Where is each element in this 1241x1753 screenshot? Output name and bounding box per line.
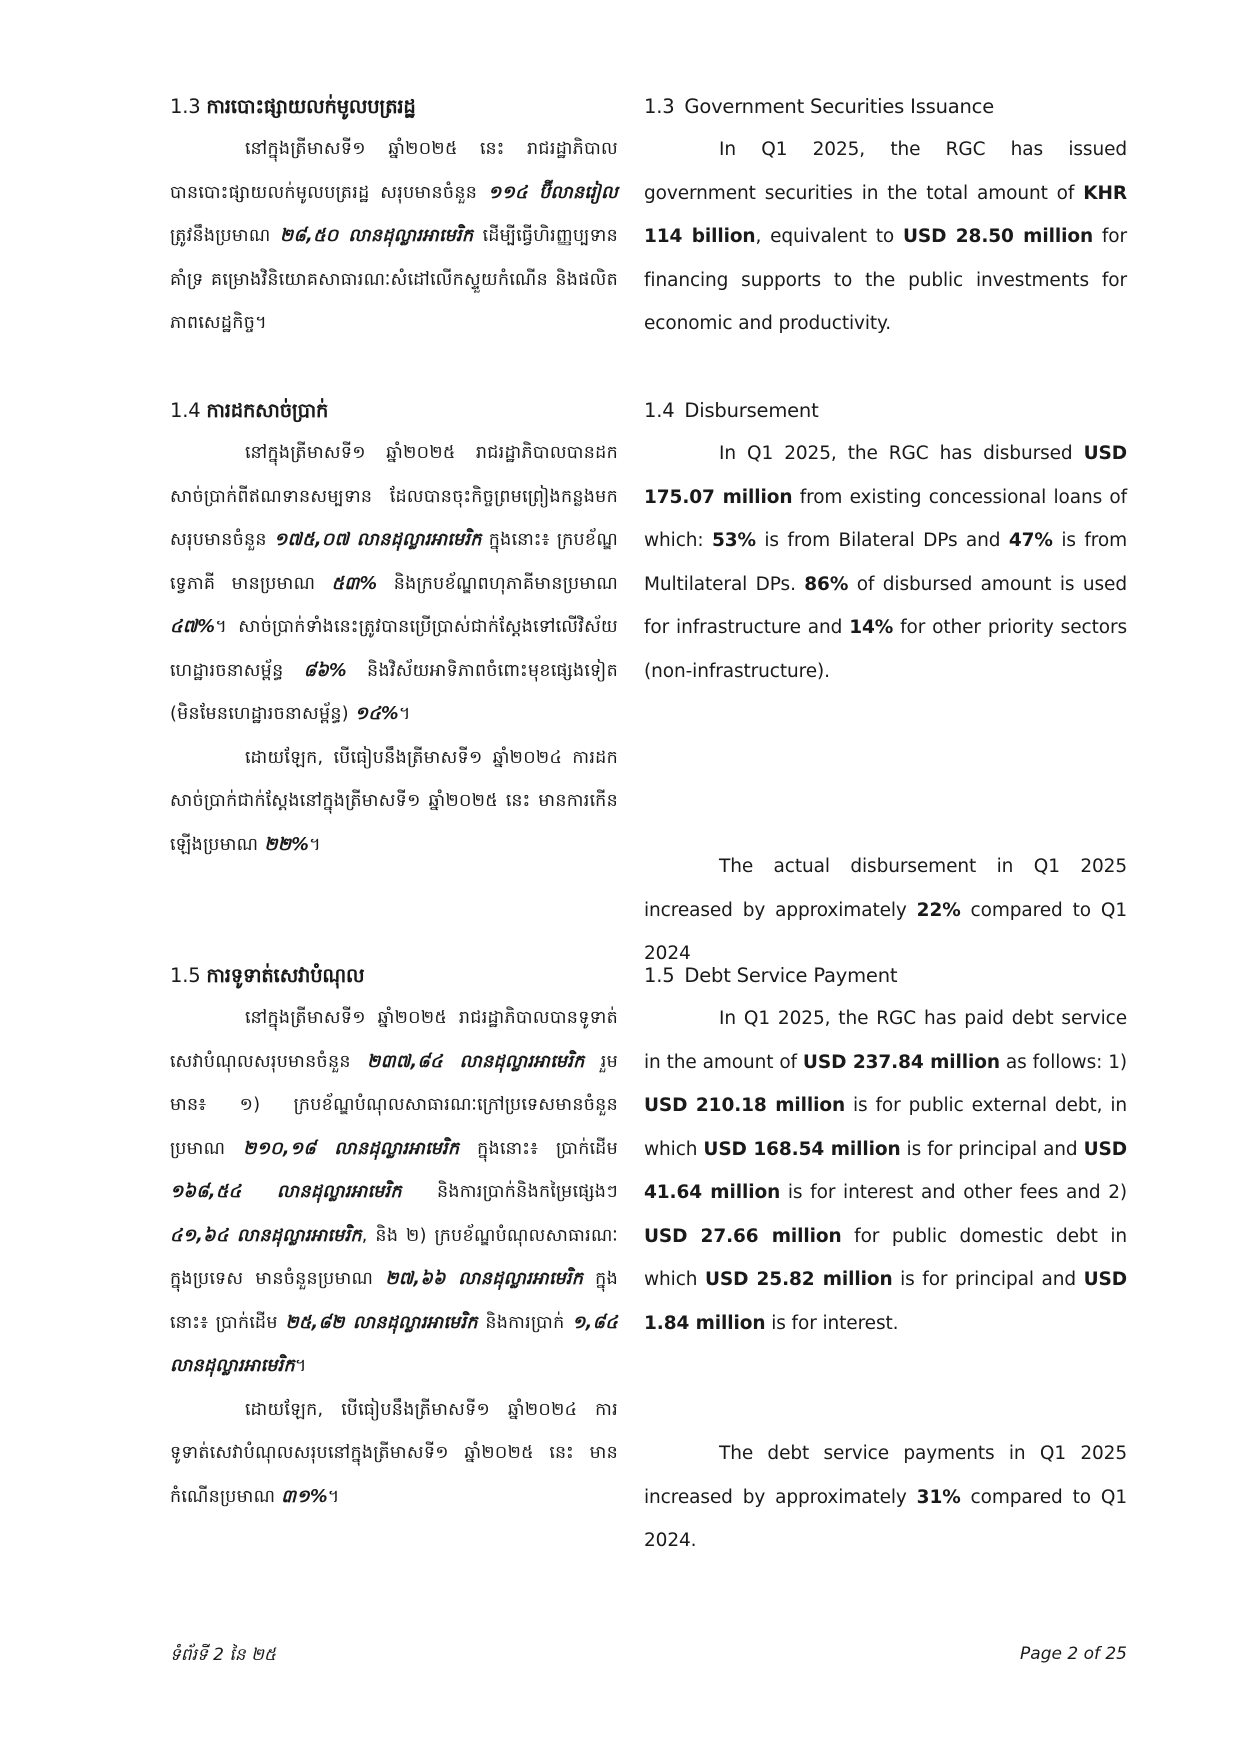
text: In Q1 2025, the RGC has issued government securities in the total amount of — [644, 139, 1127, 204]
section-title: ការបោះផ្សាយលក់មូលបត្ររដ្ឋ — [206, 95, 416, 118]
text: compared to Q1 2024 — [644, 899, 1127, 964]
emphasis: 14% — [849, 617, 894, 638]
emphasis: USD 41.64 million — [644, 1138, 1127, 1203]
text: ដោយឡែក, បើធៀបនឹងត្រីមាសទី១ ឆ្នាំ២០២៤ ការទូទាត់សេវាបំណុលសរុបនៅក្នុងត្រីមាសទី១ ឆ្នាំ២០២៥ នេះ មានកំណើនប្រមាណ — [170, 1399, 618, 1507]
paragraph-km — [170, 737, 618, 868]
section-title: ការដកសាច់ប្រាក់ — [206, 399, 329, 422]
text: is for interest and other fees and 2) — [780, 1182, 1127, 1203]
emphasis: USD 27.66 million — [644, 1225, 842, 1247]
emphasis: USD 175.07 million — [644, 443, 1127, 508]
text: ។ សាច់ប្រាក់ទាំងនេះត្រូវបានប្រើប្រាស់ជាក់ស្តែងទៅលើវិស័យហេដ្ឋារចនាសម្ព័ន្ធ — [170, 617, 618, 681]
text: In Q1 2025, the RGC has paid debt service in the amount of — [644, 1008, 1127, 1073]
english-column — [644, 396, 1127, 976]
text: ក្នុងនោះ៖ ក្របខ័ណ្ឌទ្វេភាគី មានប្រមាណ — [170, 530, 618, 594]
emphasis: USD 1.84 million — [644, 1269, 1127, 1334]
text: compared to Q1 2024. — [644, 1486, 1127, 1551]
text: The debt service payments in Q1 2025 increased by approximately — [644, 1443, 1127, 1508]
emphasis: USD 210.18 million — [644, 1095, 846, 1116]
english-column — [644, 961, 1127, 1563]
emphasis: ១,៨៤ លានដុល្លារអាមេរិក — [170, 1312, 618, 1376]
text: នៅក្នុងត្រីមាសទី១ ឆ្នាំ២០២៥ រាជរដ្ឋាភិបាលបានទូទាត់សេវាបំណុលសរុបមានចំនួន — [170, 1008, 618, 1072]
text: ត្រូវនឹងប្រមាណ — [170, 226, 280, 246]
khmer-column — [170, 961, 618, 1519]
text: ដើម្បីធ្វើហិរញ្ញប្បទានគាំទ្រ គម្រោងវិនិយោគសាធារណៈសំដៅលើកស្ទួយកំណើន និងផលិតភាពសេដ្ឋកិច្ច។ — [170, 226, 618, 333]
text: នៅក្នុងត្រីមាសទី១ ឆ្នាំ២០២៥ រាជរដ្ឋាភិបាលបានដកសាច់ប្រាក់ពីឥណទានសម្បទាន ដែលបានចុះកិច្ចព្រមព្រៀងកន្លងមក សរុបមានចំនួន — [170, 443, 618, 550]
text: is for principal and — [900, 1138, 1084, 1160]
emphasis: ៣១% — [281, 1486, 328, 1507]
khmer-column — [170, 92, 618, 346]
section-number: 1.4 — [644, 399, 675, 422]
section-number: 1.5 — [170, 964, 201, 987]
emphasis: KHR 114 billion — [644, 182, 1127, 247]
text: is for principal and — [892, 1269, 1084, 1290]
emphasis: ២២% — [264, 834, 310, 855]
english-column — [644, 92, 1127, 346]
emphasis: 53% — [711, 530, 756, 551]
section-heading-km — [170, 961, 618, 991]
text: for other priority sectors (non-infrastructure). — [644, 617, 1127, 682]
paragraph-km — [170, 997, 618, 1389]
section-heading-km — [170, 92, 618, 122]
emphasis: ៨៦% — [303, 660, 347, 681]
emphasis: USD 237.84 million — [802, 1051, 1000, 1073]
emphasis: ៥៣% — [331, 573, 378, 594]
emphasis: ២៥,៨២ លានដុល្លារអាមេរិក — [285, 1312, 478, 1333]
emphasis: 47% — [1008, 530, 1053, 551]
page-number-km: ទំព័រទី 2 នៃ ២៥ — [170, 1645, 276, 1665]
emphasis: ២១០,១៨ លានដុល្លារអាមេរិក — [243, 1138, 460, 1159]
section-title: Government Securities Issuance — [684, 95, 994, 118]
text: ក្នុងនោះ៖ ប្រាក់ដើម — [170, 1269, 618, 1333]
text: , equivalent to — [755, 226, 903, 247]
emphasis: ១៦៨,៥៤ លានដុល្លារអាមេរិក — [170, 1182, 402, 1202]
text: for public domestic debt in which — [644, 1225, 1127, 1290]
paragraph-en — [644, 1432, 1127, 1563]
paragraph-en — [644, 432, 1127, 693]
emphasis: ១៧៥,០៧ លានដុល្លារអាមេរិក — [273, 530, 482, 550]
paragraph-km — [170, 1389, 618, 1520]
paragraph-km — [170, 432, 618, 737]
section-heading-en — [644, 961, 1127, 991]
emphasis: ៤១,៦៤ លានដុល្លារអាមេរិក — [170, 1225, 362, 1246]
text: ។ — [327, 1486, 340, 1507]
section-heading-en — [644, 92, 1127, 122]
text: និងក្របខ័ណ្ឌពហុភាគីមានប្រមាណ — [377, 573, 618, 594]
text: of disbursed amount is used for infrastructure and — [644, 573, 1127, 638]
section-heading-en — [644, 396, 1127, 426]
text: និងវិស័យអាទិភាពចំពោះមុខផ្សេងទៀត (មិនមែនហេដ្ឋារចនាសម្ព័ន្ធ) — [170, 660, 618, 724]
text: for financing supports to the public investments for economic and productivity. — [644, 226, 1127, 334]
section-number: 1.3 — [644, 95, 675, 118]
emphasis: USD 28.50 million — [902, 226, 1094, 247]
emphasis: 31% — [916, 1486, 961, 1508]
text: និងការប្រាក់និងកម្រៃផ្សេងៗ — [401, 1182, 618, 1202]
emphasis: 86% — [804, 573, 849, 595]
text: is for public external debt, in which — [644, 1095, 1128, 1160]
text: from existing concessional loans of which: — [644, 486, 1128, 551]
emphasis: ១៤% — [354, 704, 399, 724]
text: ។ — [294, 1356, 307, 1376]
text: is from Multilateral DPs. — [644, 530, 1127, 595]
text: The actual disbursement in Q1 2025 increased by approximately — [644, 856, 1127, 921]
text: រួមមាន៖ ១) ក្របខ័ណ្ឌបំណុលសាធារណៈក្រៅប្រទេសមានចំនួនប្រមាណ — [170, 1051, 618, 1159]
khmer-column — [170, 396, 618, 867]
section-number: 1.4 — [170, 399, 201, 422]
page-number-en: Page 2 of 25 — [1020, 1644, 1127, 1664]
text: In Q1 2025, the RGC has disbursed — [719, 443, 1084, 464]
section-number: 1.3 — [170, 95, 201, 118]
text: ដោយឡែក, បើធៀបនឹងត្រីមាសទី១ ឆ្នាំ២០២៤ ការដកសាច់ប្រាក់ជាក់ស្តែងនៅក្នុងត្រីមាសទី១ ឆ្នាំ២០២៥ នេះ មានការកើនឡើងប្រមាណ — [170, 747, 618, 855]
paragraph-en — [644, 845, 1127, 976]
emphasis: ២៨,៥០ លានដុល្លារអាមេរិក — [279, 226, 474, 246]
section-number: 1.5 — [644, 964, 675, 987]
text: និងការប្រាក់ — [477, 1312, 573, 1333]
emphasis: ៤៧% — [170, 617, 216, 637]
emphasis: ១១៤ ប៊ីលានរៀល — [487, 182, 618, 203]
emphasis: ២៣៧,៨៤ លានដុល្លារអាមេរិក — [367, 1051, 585, 1072]
emphasis: ២៧,៦៦ លានដុល្លារអាមេរិក — [385, 1269, 584, 1289]
text: នៅក្នុងត្រីមាសទី១ ឆ្នាំ២០២៥ នេះ រាជរដ្ឋាភិបាលបានបោះផ្សាយលក់មូលបត្ររដ្ឋ សរុបមានចំនួន — [170, 139, 618, 203]
emphasis: USD 25.82 million — [704, 1269, 893, 1290]
text: is for interest. — [765, 1312, 899, 1334]
paragraph-km — [170, 128, 618, 346]
section-title: Debt Service Payment — [684, 964, 898, 987]
emphasis: USD 168.54 million — [703, 1138, 901, 1160]
section-title: Disbursement — [684, 399, 819, 422]
section-heading-km — [170, 396, 618, 426]
text: as follows: 1) — [999, 1051, 1127, 1073]
paragraph-en — [644, 997, 1127, 1345]
text: ។ — [398, 704, 411, 724]
section-title: ការទូទាត់សេវាបំណុល — [206, 964, 365, 987]
text: ក្នុងនោះ៖ ប្រាក់ដើម — [459, 1138, 618, 1159]
paragraph-en — [644, 128, 1127, 346]
emphasis: 22% — [916, 899, 961, 921]
text: , និង ២) ក្របខ័ណ្ឌបំណុលសាធារណៈក្នុងប្រទេស មានចំនួនប្រមាណ — [170, 1225, 618, 1289]
text: ។ — [309, 834, 321, 855]
text: is from Bilateral DPs and — [755, 530, 1009, 551]
